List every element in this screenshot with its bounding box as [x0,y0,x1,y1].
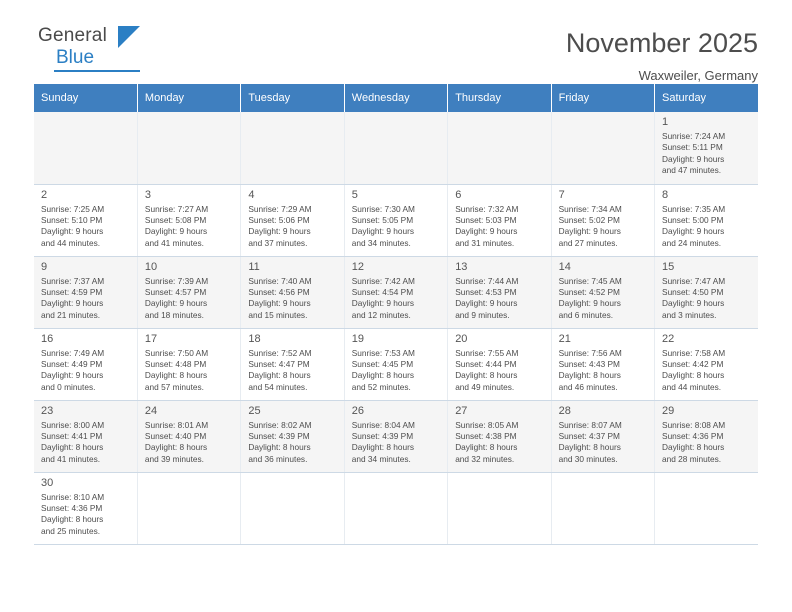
day-number: 11 [248,260,260,273]
day-detail-line: and 39 minutes. [144,453,204,464]
calendar-empty-cell [344,112,447,184]
day-number: 21 [558,332,571,345]
day-detail-line: Daylight: 8 hours [351,370,415,381]
day-detail-line: Sunrise: 7:45 AM [558,275,622,286]
logo-text-blue: Blue [56,47,95,68]
day-detail-line: Sunset: 4:54 PM [351,286,414,297]
day-number: 27 [455,404,468,417]
day-number: 13 [455,260,468,273]
day-detail-line: Sunrise: 7:30 AM [351,203,415,214]
day-detail-line: Sunset: 4:52 PM [558,286,620,297]
day-detail-line: and 49 minutes. [455,381,515,392]
day-detail-line: Daylight: 9 hours [662,153,725,164]
logo-underline [54,70,140,72]
day-detail-line: and 41 minutes. [144,237,204,248]
weekday-header-wednesday: Wednesday [344,84,447,112]
day-detail-line: Sunrise: 7:47 AM [662,275,726,286]
day-detail-line: Sunset: 4:49 PM [41,358,103,369]
day-detail-line: Daylight: 9 hours [455,226,518,237]
calendar-empty-cell [344,472,447,544]
weekday-header-sunday: Sunday [34,84,137,112]
day-detail-line: and 41 minutes. [41,453,101,464]
page-header [34,0,758,83]
calendar-day-cell[interactable] [448,184,551,256]
day-number: 26 [351,404,365,417]
calendar-week-row [34,112,758,184]
day-detail-line: Sunset: 5:11 PM [662,142,723,153]
day-detail-line: Sunrise: 7:39 AM [144,275,209,286]
day-detail-line: Daylight: 9 hours [558,298,621,309]
day-number: 10 [144,260,158,273]
day-detail-line: Sunset: 5:00 PM [662,214,724,225]
day-detail-line: and 52 minutes. [351,381,411,392]
calendar-day-cell[interactable] [655,112,758,184]
day-detail-line: and 46 minutes. [558,381,618,392]
day-detail-line: Sunset: 4:40 PM [144,430,207,441]
calendar-empty-cell [137,112,240,184]
day-detail-line: and 12 minutes. [351,309,411,320]
day-detail-line: Daylight: 9 hours [41,298,104,309]
day-detail-line: Sunset: 5:10 PM [41,214,103,225]
day-detail-line: Daylight: 8 hours [455,442,518,453]
day-detail-line: Sunset: 4:53 PM [455,286,517,297]
weekday-header-monday: Monday [137,84,240,112]
day-detail-line: Sunset: 4:39 PM [351,430,414,441]
day-detail-line: Sunset: 4:41 PM [41,430,103,441]
day-detail-line: Daylight: 9 hours [144,226,208,237]
calendar-day-cell[interactable] [551,328,654,400]
day-detail-line: and 37 minutes. [248,237,308,248]
day-detail-line: Sunrise: 7:32 AM [455,203,519,214]
calendar-body [34,112,758,544]
day-number: 23 [41,404,54,417]
day-detail-line: Daylight: 8 hours [662,370,725,381]
day-number: 6 [455,188,462,201]
calendar-day-cell[interactable] [344,328,447,400]
day-detail-line: Sunset: 4:44 PM [455,358,517,369]
day-number: 1 [662,116,669,128]
day-detail-line: and 6 minutes. [558,309,614,320]
day-number: 18 [248,332,261,345]
day-detail-line: Daylight: 8 hours [41,514,104,525]
day-number: 16 [41,332,54,345]
day-detail-line: Sunset: 4:45 PM [351,358,414,369]
calendar-day-cell[interactable] [344,256,447,328]
logo[interactable] [34,26,146,76]
day-detail-line: and 54 minutes. [248,381,308,392]
day-detail-line: Sunrise: 8:07 AM [558,419,622,430]
day-detail-line: Sunrise: 8:04 AM [351,419,415,430]
day-detail-line: Daylight: 8 hours [248,370,311,381]
day-detail-line: Daylight: 8 hours [41,442,104,453]
day-detail-line: and 34 minutes. [351,453,411,464]
day-number: 3 [144,188,152,201]
day-detail-line: and 28 minutes. [662,453,722,464]
day-detail-line: and 15 minutes. [248,309,308,320]
day-number: 17 [144,332,158,345]
calendar-header-row [34,84,758,112]
day-number: 29 [662,404,675,417]
day-detail-line: Sunset: 5:03 PM [455,214,517,225]
day-detail-line: and 27 minutes. [558,237,618,248]
calendar-week-row [34,472,758,544]
day-detail-line: Sunset: 4:50 PM [662,286,724,297]
day-detail-line: Daylight: 9 hours [455,298,518,309]
day-number: 5 [351,188,358,201]
calendar-empty-cell [551,472,654,544]
day-detail-line: Sunset: 4:56 PM [248,286,310,297]
calendar-empty-cell [241,472,344,544]
day-detail-line: and 3 minutes. [662,309,717,320]
day-detail-line: Sunrise: 8:08 AM [662,419,726,430]
weekday-header-tuesday: Tuesday [241,84,344,112]
day-detail-line: Sunset: 4:57 PM [144,286,207,297]
day-detail-line: Sunset: 5:02 PM [558,214,620,225]
calendar-week-row [34,400,758,472]
day-detail-line: Sunrise: 8:00 AM [41,419,105,430]
calendar-day-cell[interactable] [655,184,758,256]
day-detail-line: Daylight: 9 hours [144,298,208,309]
calendar-empty-cell [448,112,551,184]
day-detail-line: and 57 minutes. [144,381,204,392]
day-detail-line: Sunset: 5:06 PM [248,214,310,225]
day-detail-line: Sunrise: 7:40 AM [248,275,312,286]
calendar-day-cell[interactable] [344,184,447,256]
day-detail-line: Sunset: 4:43 PM [558,358,620,369]
day-detail-line: and 44 minutes. [41,237,101,248]
day-number: 22 [662,332,675,345]
day-detail-line: Daylight: 9 hours [41,226,104,237]
day-detail-line: Daylight: 8 hours [662,442,725,453]
weekday-header-friday: Friday [551,84,654,112]
calendar-day-cell[interactable] [137,328,240,400]
calendar-day-cell[interactable] [551,256,654,328]
day-detail-line: Sunset: 4:42 PM [662,358,724,369]
day-detail-line: Sunrise: 7:34 AM [558,203,622,214]
day-detail-line: Sunrise: 7:24 AM [662,131,726,141]
calendar-day-cell[interactable] [241,256,344,328]
day-detail-line: and 9 minutes. [455,309,510,320]
day-detail-line: Daylight: 8 hours [455,370,518,381]
calendar-day-cell[interactable] [241,184,344,256]
day-detail-line: Sunset: 4:36 PM [41,502,103,513]
calendar-day-cell[interactable] [34,256,137,328]
calendar-day-cell[interactable] [551,184,654,256]
day-detail-line: Daylight: 9 hours [558,226,621,237]
day-detail-line: Daylight: 8 hours [144,442,208,453]
day-number: 24 [144,404,158,417]
day-detail-line: and 21 minutes. [41,309,101,320]
day-number: 28 [558,404,571,417]
day-detail-line: Sunset: 4:59 PM [41,286,103,297]
day-detail-line: Sunrise: 7:56 AM [558,347,622,358]
day-detail-line: and 36 minutes. [248,453,308,464]
day-detail-line: Sunset: 5:08 PM [144,214,207,225]
page-title: November 2025 [565,28,758,58]
day-detail-line: Sunrise: 7:53 AM [351,347,415,358]
day-detail-line: Sunrise: 7:44 AM [455,275,519,286]
day-detail-line: Sunset: 4:48 PM [144,358,207,369]
day-detail-line: Daylight: 9 hours [662,226,725,237]
calendar-day-cell[interactable] [655,328,758,400]
day-detail-line: and 44 minutes. [662,381,722,392]
calendar-empty-cell [137,472,240,544]
weekday-header-thursday: Thursday [448,84,551,112]
calendar-day-cell[interactable] [34,184,137,256]
day-detail-line: Daylight: 8 hours [248,442,311,453]
day-detail-line: Sunrise: 7:49 AM [41,347,105,358]
calendar-day-cell[interactable] [241,328,344,400]
calendar-week-row [34,184,758,256]
calendar-empty-cell [655,472,758,544]
day-detail-line: Sunrise: 8:02 AM [248,419,312,430]
calendar-day-cell[interactable] [655,256,758,328]
calendar-day-cell[interactable] [137,256,240,328]
day-detail-line: Sunrise: 8:05 AM [455,419,519,430]
day-detail-line: Daylight: 9 hours [248,226,311,237]
day-detail-line: Sunrise: 7:42 AM [351,275,415,286]
day-detail-line: Sunset: 4:36 PM [662,430,724,441]
day-detail-line: Daylight: 8 hours [558,370,621,381]
calendar-table [34,84,758,545]
day-detail-line: Sunrise: 7:25 AM [41,203,105,214]
calendar-day-cell[interactable] [551,400,654,472]
day-detail-line: and 0 minutes. [41,381,96,392]
calendar-empty-cell [448,472,551,544]
day-number: 14 [558,260,571,273]
day-detail-line: and 47 minutes. [662,165,722,176]
calendar-week-row [34,256,758,328]
calendar-day-cell[interactable] [344,400,447,472]
day-detail-line: and 18 minutes. [144,309,204,320]
day-detail-line: Sunrise: 8:01 AM [144,419,209,430]
day-detail-line: Daylight: 8 hours [144,370,208,381]
title-block [566,26,758,83]
calendar-day-cell[interactable] [448,256,551,328]
day-detail-line: Sunrise: 7:29 AM [248,203,312,214]
day-detail-line: Sunrise: 8:10 AM [41,491,105,502]
calendar-day-cell[interactable] [137,400,240,472]
day-detail-line: Daylight: 9 hours [351,298,415,309]
day-detail-line: Daylight: 8 hours [351,442,415,453]
calendar-day-cell[interactable] [448,400,551,472]
day-number: 12 [351,260,365,273]
logo-text-general: General [38,25,107,46]
day-number: 20 [455,332,468,345]
day-detail-line: Daylight: 9 hours [248,298,311,309]
day-detail-line: Daylight: 8 hours [558,442,621,453]
day-number: 15 [662,260,675,273]
day-detail-line: and 25 minutes. [41,525,101,536]
day-number: 25 [248,404,261,417]
day-detail-line: Sunrise: 7:27 AM [144,203,209,214]
calendar-empty-cell [241,112,344,184]
day-detail-line: Sunset: 4:47 PM [248,358,310,369]
logo-flag-icon [118,26,140,48]
day-detail-line: Sunset: 4:39 PM [248,430,310,441]
day-detail-line: and 24 minutes. [662,237,722,248]
day-detail-line: Daylight: 9 hours [351,226,415,237]
calendar-day-cell[interactable] [241,400,344,472]
location-subtitle: Waxweiler, Germany [638,68,758,83]
day-detail-line: Sunset: 4:37 PM [558,430,620,441]
day-detail-line: Sunrise: 7:37 AM [41,275,105,286]
day-detail-line: and 34 minutes. [351,237,411,248]
day-detail-line: Sunrise: 7:55 AM [455,347,519,358]
calendar-day-cell[interactable] [655,400,758,472]
calendar-day-cell[interactable] [34,400,137,472]
calendar-empty-cell [34,112,137,184]
day-number: 7 [558,188,565,201]
day-detail-line: Sunset: 4:38 PM [455,430,517,441]
day-number: 8 [662,188,669,201]
day-detail-line: Sunrise: 7:35 AM [662,203,726,214]
day-detail-line: and 31 minutes. [455,237,515,248]
day-detail-line: Daylight: 9 hours [662,298,725,309]
calendar-day-cell[interactable] [448,328,551,400]
day-detail-line: and 32 minutes. [455,453,515,464]
day-number: 30 [41,476,54,489]
day-detail-line: Sunrise: 7:50 AM [144,347,209,358]
calendar-day-cell[interactable] [34,328,137,400]
day-detail-line: Sunset: 5:05 PM [351,214,414,225]
calendar-empty-cell [551,112,654,184]
day-number: 9 [41,260,48,273]
day-number: 19 [351,332,365,345]
day-number: 4 [248,188,255,201]
day-detail-line: Sunrise: 7:52 AM [248,347,312,358]
weekday-header-saturday: Saturday [655,84,758,112]
calendar-week-row [34,328,758,400]
calendar-day-cell[interactable] [34,472,137,544]
day-detail-line: Sunrise: 7:58 AM [662,347,726,358]
calendar-day-cell[interactable] [137,184,240,256]
day-detail-line: and 30 minutes. [558,453,618,464]
day-detail-line: Daylight: 9 hours [41,370,104,381]
day-number: 2 [41,188,48,201]
